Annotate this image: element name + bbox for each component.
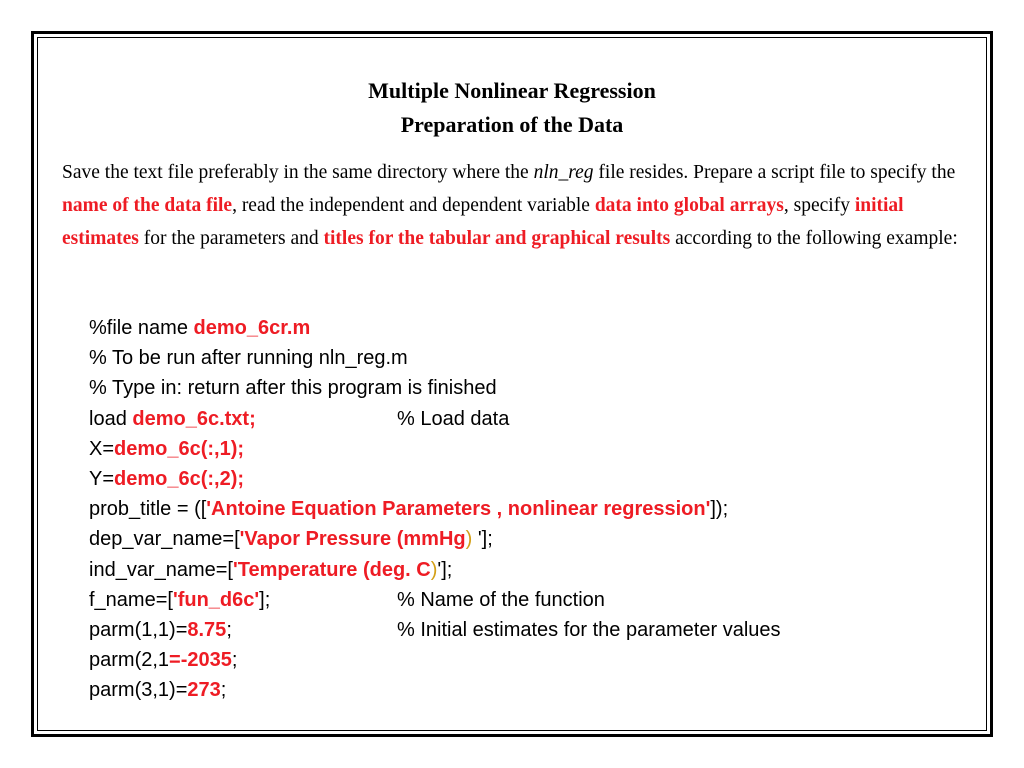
code-line-comment-return	[89, 373, 969, 403]
code-comment: % Name of the function	[397, 588, 605, 611]
code-text: X=	[89, 437, 115, 460]
code-text: %file name	[89, 317, 194, 339]
intro-highlight-data-file: name of the data file	[62, 195, 233, 216]
code-array: demo_6c(:,1);	[114, 437, 245, 460]
code-line-dep-var	[89, 524, 969, 554]
intro-text-5: for the parameters and	[138, 228, 324, 249]
code-text: load	[89, 407, 133, 430]
code-listing	[89, 313, 969, 705]
intro-text-6: according to the following example:	[670, 228, 958, 249]
code-datafile: demo_6c.txt;	[132, 407, 256, 430]
slide-subtitle: Preparation of the Data	[400, 112, 624, 137]
code-paren: )	[465, 528, 473, 551]
slide-title-block	[0, 74, 1024, 142]
code-line-prob-title	[89, 494, 969, 524]
code-text: parm(3,1)=	[89, 679, 188, 702]
code-string: 'Vapor Pressure (mmHg	[239, 528, 466, 551]
code-text: prob_title = ([	[89, 498, 207, 521]
code-line-x	[89, 434, 969, 464]
intro-text-4: , specify	[783, 195, 855, 216]
code-text: f_name=[	[89, 588, 173, 611]
code-line-parm-2	[89, 645, 969, 675]
code-text: ]);	[710, 498, 729, 521]
code-text: Y=	[89, 467, 115, 490]
code-line-file-name	[89, 313, 969, 343]
intro-text-1: Save the text file preferably in the same directory where the	[62, 162, 534, 183]
code-comment: % Initial estimates for the parameter values	[397, 618, 781, 641]
code-comment: % Type in: return after this program is finished	[89, 377, 497, 400]
code-line-load	[89, 404, 969, 434]
code-text: ];	[259, 588, 271, 611]
code-line-f-name	[89, 585, 969, 615]
code-line-ind-var	[89, 555, 969, 585]
code-string: 'fun_d6c'	[172, 588, 260, 611]
intro-text-3: , read the independent and dependent variable	[232, 195, 595, 216]
slide-title: Multiple Nonlinear Regression	[368, 78, 656, 103]
code-number: 273	[187, 679, 221, 702]
intro-text-2: file resides. Prepare a script file to specify the	[593, 162, 956, 183]
code-line-parm-1	[89, 615, 969, 645]
intro-highlight-initial-estimates: initial estimates	[62, 195, 904, 249]
code-text: '];	[437, 558, 453, 581]
code-line-parm-3	[89, 675, 969, 705]
code-string: 'Antoine Equation Parameters , nonlinear regression'	[206, 498, 711, 521]
code-line-comment-run	[89, 343, 969, 373]
code-text: parm(2,1	[89, 649, 170, 672]
code-text: '];	[472, 528, 493, 551]
code-paren: )	[430, 558, 438, 581]
code-text: dep_var_name=[	[89, 528, 240, 551]
intro-highlight-titles: titles for the tabular and graphical results	[323, 228, 671, 249]
intro-nln-reg: nln_reg	[533, 162, 594, 183]
code-line-y	[89, 464, 969, 494]
code-text: ind_var_name=[	[89, 558, 233, 581]
code-number: 8.75	[187, 618, 227, 641]
code-text: ;	[226, 618, 232, 641]
intro-highlight-global-arrays: data into global arrays	[594, 195, 784, 216]
code-comment: % To be run after running nln_reg.m	[89, 347, 408, 370]
code-number: =-2035	[169, 649, 232, 672]
code-array: demo_6c(:,2);	[114, 467, 245, 490]
code-text: ;	[231, 649, 238, 672]
code-comment: % Load data	[397, 407, 510, 430]
code-text: parm(1,1)=	[89, 618, 188, 641]
intro-paragraph	[62, 156, 962, 255]
code-filename: demo_6cr.m	[193, 317, 311, 339]
code-text: ;	[220, 679, 227, 702]
code-string: 'Temperature (deg. C	[232, 558, 431, 581]
